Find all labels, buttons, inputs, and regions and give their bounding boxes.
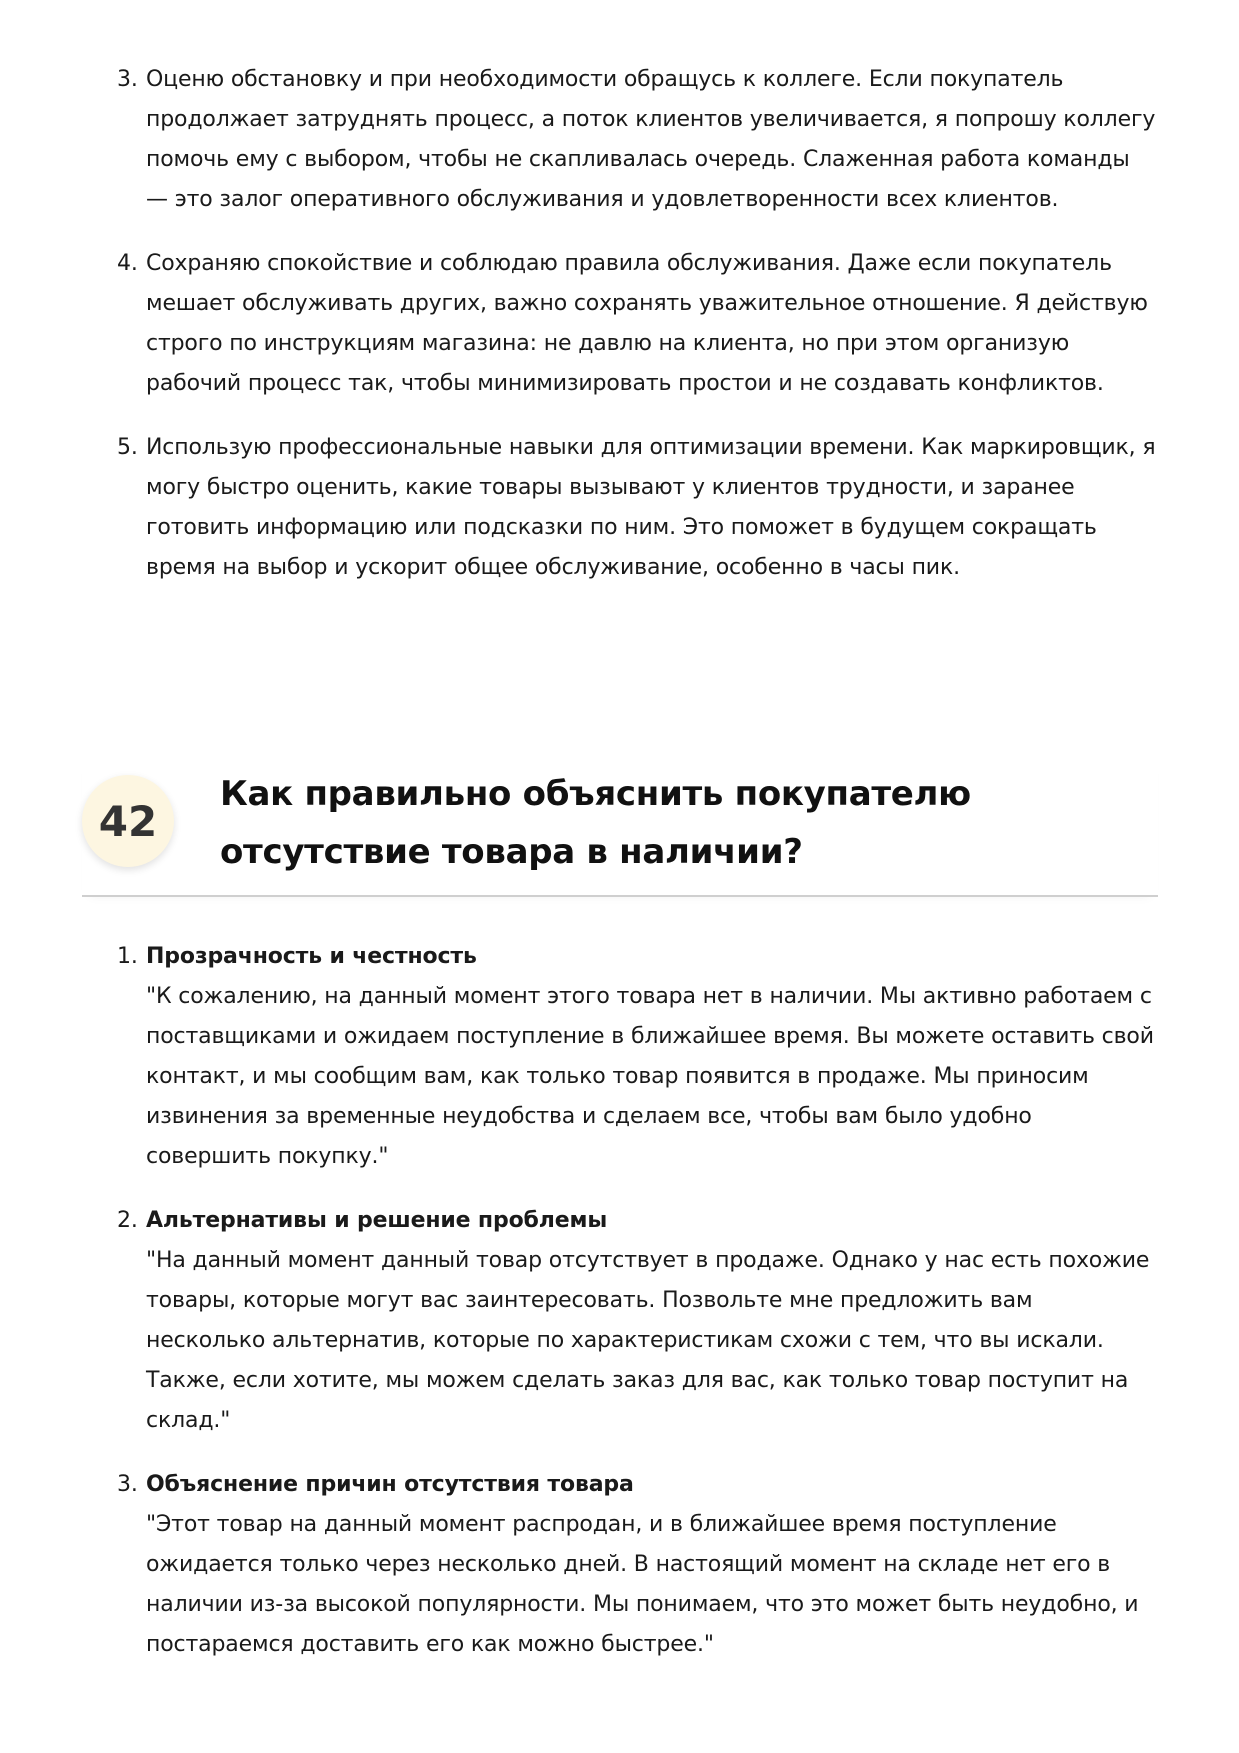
question-number-badge: 42 xyxy=(82,775,174,867)
list-item-number: 3. xyxy=(117,1472,138,1497)
list-item-title: Прозрачность и честность xyxy=(146,944,477,969)
question-title: Как правильно объяснить покупателю отсутствие товара в наличии? xyxy=(220,774,971,872)
list-item-text: "Этот товар на данный момент распродан, и в ближайшее время поступление ожидается только через несколько дней. В настоящий момент на складе нет его в наличии из-за высокой популярности. Мы понимаем, что это может быть неудобно, и постараемся доставить его как можно быстрее." xyxy=(146,1512,1139,1657)
list-item-number: 3. xyxy=(117,67,138,92)
list-item-text: Оценю обстановку и при необходимости обращусь к коллеге. Если покупатель продолжает затруднять процесс, а поток клиентов увеличивается, я попрошу коллегу помочь ему с выбором, чтобы не скапливалась очередь. Слаженная работа команды — это залог оперативного обслуживания и удовлетворенности всех клиентов. xyxy=(146,67,1156,212)
previous-answer-list xyxy=(117,60,1157,612)
list-item-text: Сохраняю спокойствие и соблюдаю правила обслуживания. Даже если покупатель мешает обслуживать других, важно сохранять уважительное отношение. Я действую строго по инструкциям магазина: не давлю на клиента, но при этом организую рабочий процесс так, чтобы минимизировать простои и не создавать конфликтов. xyxy=(146,251,1148,396)
question-header xyxy=(82,755,1158,897)
list-item xyxy=(117,60,1157,220)
list-item-title: Объяснение причин отсутствия товара xyxy=(146,1472,634,1497)
list-item-text: "На данный момент данный товар отсутствует в продаже. Однако у нас есть похожие товары, которые могут вас заинтересовать. Позвольте мне предложить вам несколько альтернатив, которые по характеристикам схожи с тем, что вы искали. Также, если хотите, мы можем сделать заказ для вас, как только товар поступит на склад." xyxy=(146,1248,1150,1433)
answer-list xyxy=(117,937,1157,1689)
list-item xyxy=(117,428,1157,588)
list-item xyxy=(117,937,1157,1177)
list-item-number: 1. xyxy=(117,944,138,969)
list-item xyxy=(117,1465,1157,1665)
list-item xyxy=(117,1201,1157,1441)
list-item-title: Альтернативы и решение проблемы xyxy=(146,1208,608,1233)
list-item-text: "К сожалению, на данный момент этого товара нет в наличии. Мы активно работаем с поставщиками и ожидаем поступление в ближайшее время. Вы можете оставить свой контакт, и мы сообщим вам, как только товар появится в продаже. Мы приносим извинения за временные неудобства и сделаем все, чтобы вам было удобно совершить покупку." xyxy=(146,984,1154,1169)
list-item-number: 4. xyxy=(117,251,138,276)
list-item-text: Использую профессиональные навыки для оптимизации времени. Как маркировщик, я могу быстро оценить, какие товары вызывают у клиентов трудности, и заранее готовить информацию или подсказки по ним. Это поможет в будущем сокращать время на выбор и ускорит общее обслуживание, особенно в часы пик. xyxy=(146,435,1156,580)
list-item xyxy=(117,244,1157,404)
list-item-number: 5. xyxy=(117,435,138,460)
list-item-number: 2. xyxy=(117,1208,138,1233)
